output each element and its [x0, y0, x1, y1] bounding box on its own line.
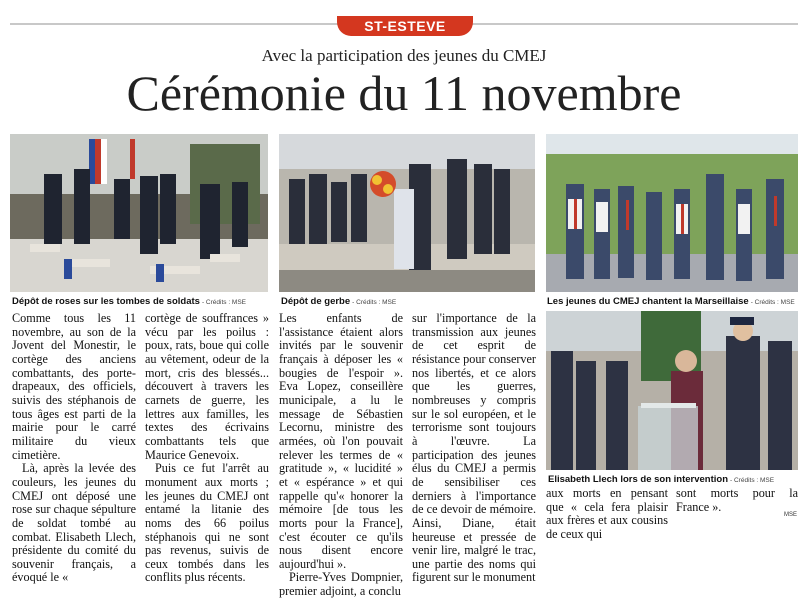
caption-marseillaise: Les jeunes du CMEJ chantent la Marseillaise - Crédits : MSE: [547, 296, 795, 307]
article-column-2: [145, 312, 269, 585]
photo-marseillaise: [546, 134, 798, 292]
paragraph: Pierre-Yves Dompnier, premier adjoint, a conclu: [279, 570, 403, 599]
article-column-6: [676, 487, 798, 514]
paragraph: Les enfants de l'assistance étaient alors invités par le souvenir français à déposer les « bougies de l'espoir ». Eva Lopez, conseillère municipale, a lu le message de Sébastien Lecornu, ministre des armées, où l'on pouvait relever les termes de « gratitude », « lucidité » et « espérance » et qui rappelle qu'« honorer la mémoire [de tous les morts pour la France], c'est écouter ce qu'ils nous disent encore aujourd'hui ».: [279, 311, 403, 571]
section-banner: ST-ESTEVE: [337, 16, 473, 36]
headline: Cérémonie du 11 novembre: [126, 65, 682, 121]
caption-intervention: Elisabeth Llech lors de son intervention - Crédits : MSE: [548, 474, 775, 485]
caption-gerbe: Dépôt de gerbe - Crédits : MSE: [281, 296, 397, 307]
paragraph: Puis ce fut l'arrêt au monument aux morts ; les jeunes du CMEJ ont entamé la litanie des noms des 66 poilus stéphanois qui ne sont pas revenus, suivis de ceux tombés dans les conflits plus récents.: [145, 461, 269, 585]
photo-gerbe: [279, 134, 535, 292]
author-signature: MSE: [784, 512, 798, 518]
paragraph: sont morts pour la France ».: [676, 486, 798, 514]
paragraph: cortège de souffrances » vécu par les poilus : poux, rats, boue qui colle au vêtement, odeur de la mort, cris des blessés... découvert à travers les carnets de guerre, les lettres aux familles, les textes des écrivains combattants tels que Maurice Genevoix.: [145, 311, 269, 462]
article-column-5: [546, 487, 668, 542]
paragraph: aux morts en pensant que « cela fera plaisir aux frères et aux cousins de ceux qui: [546, 486, 668, 541]
caption-roses: Dépôt de roses sur les tombes de soldats - Crédits : MSE: [12, 296, 247, 307]
kicker: Avec la participation des jeunes du CMEJ: [261, 46, 547, 65]
photo-roses: [10, 134, 268, 292]
paragraph: Là, après la levée des couleurs, les jeunes du CMEJ ont déposé une rose sur chaque sépulture de soldat tombé au combat. Elisabeth Llech, présidente du comité du souvenir français, a évoqué le «: [12, 461, 136, 585]
article-column-1: [12, 312, 136, 585]
paragraph: sur l'importance de la transmission aux jeunes de cet esprit de résistance pour conserver nos libertés, et ce alors que les guerres, nombreuses y compris sur le sol européen, et le terrorisme sont toujours à l'œuvre. La participation des jeunes élus du CMEJ a permis de sensibiliser ces derniers à l'importance de ce devoir de mémoire. Ainsi, Diane, était heureuse et pressée de venir lire, malgré le trac, une partie des noms qui figurent sur le monument: [412, 311, 536, 585]
paragraph: Comme tous les 11 novembre, au son de la Jovent del Monestir, le cortège des anciens combattants, des porte-drapeaux, des officiels, suivis des stéphanois de tous âges est parti de la mairie pour le carré militaire du vieux cimetière.: [12, 311, 136, 462]
article-column-3: [279, 312, 403, 599]
photo-intervention: [546, 311, 798, 470]
article-column-4: [412, 312, 536, 585]
